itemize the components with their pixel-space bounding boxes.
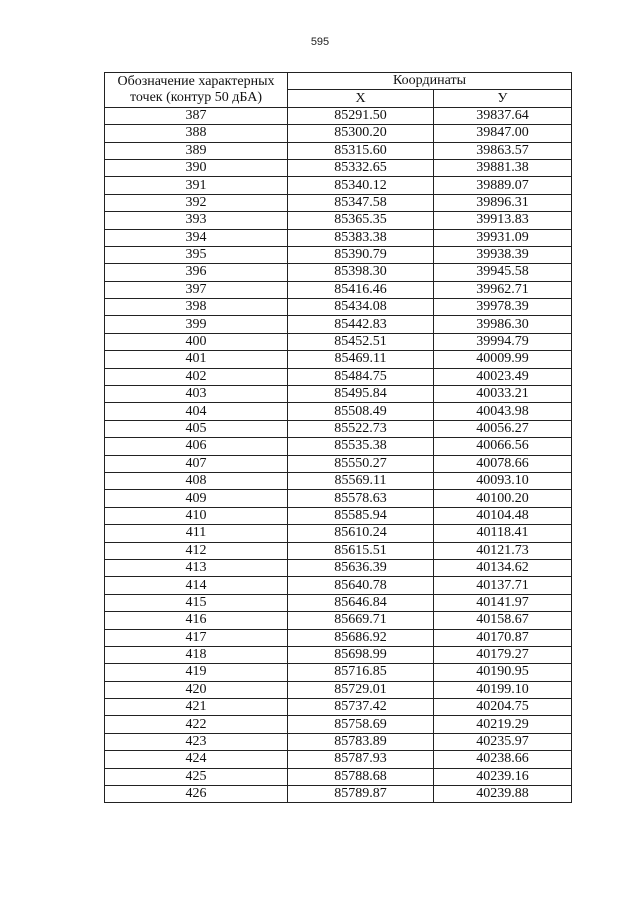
point-number-cell: 423 [105,733,288,750]
x-coordinate-cell: 85789.87 [288,786,434,803]
point-number-cell: 422 [105,716,288,733]
y-coordinate-cell: 40199.10 [434,681,572,698]
y-coordinate-cell: 40170.87 [434,629,572,646]
x-coordinate-cell: 85442.83 [288,316,434,333]
x-coordinate-cell: 85787.93 [288,751,434,768]
x-coordinate-cell: 85522.73 [288,420,434,437]
table-row [105,455,572,472]
point-number-cell: 400 [105,333,288,350]
x-coordinate-cell: 85737.42 [288,699,434,716]
page-number: 595 [310,36,330,48]
y-coordinate-cell: 40033.21 [434,386,572,403]
y-coordinate-cell: 39913.83 [434,212,572,229]
x-coordinate-cell: 85646.84 [288,594,434,611]
point-number-cell: 418 [105,646,288,663]
y-coordinate-cell: 40158.67 [434,612,572,629]
x-coordinate-cell: 85788.68 [288,768,434,785]
table-row [105,420,572,437]
x-coordinate-cell: 85495.84 [288,386,434,403]
y-coordinate-cell: 40204.75 [434,699,572,716]
point-number-cell: 403 [105,386,288,403]
x-coordinate-cell: 85550.27 [288,455,434,472]
y-coordinate-cell: 40078.66 [434,455,572,472]
y-coordinate-cell: 40056.27 [434,420,572,437]
y-coordinate-cell: 39881.38 [434,159,572,176]
y-coordinate-cell: 39847.00 [434,125,572,142]
y-coordinate-cell: 40104.48 [434,507,572,524]
point-number-cell: 387 [105,107,288,124]
x-coordinate-cell: 85484.75 [288,368,434,385]
table-row [105,438,572,455]
table-row [105,559,572,576]
x-coordinate-cell: 85347.58 [288,194,434,211]
y-coordinate-cell: 40023.49 [434,368,572,385]
y-coordinate-cell: 40190.95 [434,664,572,681]
point-number-cell: 415 [105,594,288,611]
x-coordinate-cell: 85686.92 [288,629,434,646]
table-row [105,525,572,542]
x-coordinate-cell: 85640.78 [288,577,434,594]
header-y: У [434,90,572,107]
table-row [105,177,572,194]
point-number-cell: 393 [105,212,288,229]
y-coordinate-cell: 40238.66 [434,751,572,768]
table-row [105,159,572,176]
table-row [105,316,572,333]
x-coordinate-cell: 85569.11 [288,472,434,489]
table-row [105,194,572,211]
table-row [105,733,572,750]
y-coordinate-cell: 40137.71 [434,577,572,594]
header-coordinates: Координаты [288,73,572,90]
y-coordinate-cell: 39896.31 [434,194,572,211]
x-coordinate-cell: 85390.79 [288,246,434,263]
point-number-cell: 390 [105,159,288,176]
x-coordinate-cell: 85398.30 [288,264,434,281]
y-coordinate-cell: 40009.99 [434,351,572,368]
point-number-cell: 408 [105,472,288,489]
table-row [105,212,572,229]
x-coordinate-cell: 85340.12 [288,177,434,194]
y-coordinate-cell: 40043.98 [434,403,572,420]
y-coordinate-cell: 40235.97 [434,733,572,750]
point-number-cell: 396 [105,264,288,281]
y-coordinate-cell: 40141.97 [434,594,572,611]
point-number-cell: 397 [105,281,288,298]
y-coordinate-cell: 39986.30 [434,316,572,333]
table-row [105,507,572,524]
header-x: Х [288,90,434,107]
point-number-cell: 409 [105,490,288,507]
x-coordinate-cell: 85416.46 [288,281,434,298]
x-coordinate-cell: 85758.69 [288,716,434,733]
table-row [105,142,572,159]
point-number-cell: 394 [105,229,288,246]
table-row [105,125,572,142]
x-coordinate-cell: 85434.08 [288,299,434,316]
x-coordinate-cell: 85698.99 [288,646,434,663]
point-number-cell: 416 [105,612,288,629]
table-row [105,333,572,350]
x-coordinate-cell: 85291.50 [288,107,434,124]
table-row [105,351,572,368]
table-row [105,646,572,663]
y-coordinate-cell: 39994.79 [434,333,572,350]
x-coordinate-cell: 85315.60 [288,142,434,159]
y-coordinate-cell: 39863.57 [434,142,572,159]
table-row [105,681,572,698]
table-body [105,107,572,803]
x-coordinate-cell: 85469.11 [288,351,434,368]
table-row [105,386,572,403]
point-number-cell: 424 [105,751,288,768]
table-row [105,612,572,629]
x-coordinate-cell: 85585.94 [288,507,434,524]
y-coordinate-cell: 40121.73 [434,542,572,559]
point-number-cell: 402 [105,368,288,385]
x-coordinate-cell: 85610.24 [288,525,434,542]
table-row [105,699,572,716]
y-coordinate-cell: 39938.39 [434,246,572,263]
point-number-cell: 412 [105,542,288,559]
y-coordinate-cell: 40093.10 [434,472,572,489]
x-coordinate-cell: 85636.39 [288,559,434,576]
y-coordinate-cell: 40134.62 [434,559,572,576]
point-number-cell: 421 [105,699,288,716]
y-coordinate-cell: 39945.58 [434,264,572,281]
table-row [105,768,572,785]
point-number-cell: 411 [105,525,288,542]
y-coordinate-cell: 40239.16 [434,768,572,785]
y-coordinate-cell: 40219.29 [434,716,572,733]
table-row [105,403,572,420]
point-number-cell: 399 [105,316,288,333]
point-number-cell: 398 [105,299,288,316]
y-coordinate-cell: 39978.39 [434,299,572,316]
y-coordinate-cell: 40066.56 [434,438,572,455]
x-coordinate-cell: 85508.49 [288,403,434,420]
x-coordinate-cell: 85716.85 [288,664,434,681]
x-coordinate-cell: 85452.51 [288,333,434,350]
point-number-cell: 389 [105,142,288,159]
y-coordinate-cell: 39889.07 [434,177,572,194]
table-row [105,542,572,559]
x-coordinate-cell: 85729.01 [288,681,434,698]
point-number-cell: 406 [105,438,288,455]
point-number-cell: 401 [105,351,288,368]
point-number-cell: 425 [105,768,288,785]
y-coordinate-cell: 39962.71 [434,281,572,298]
point-number-cell: 413 [105,559,288,576]
table-row [105,264,572,281]
table-row [105,472,572,489]
point-number-cell: 407 [105,455,288,472]
table-row [105,716,572,733]
point-number-cell: 420 [105,681,288,698]
table-row [105,246,572,263]
header-point-designation: Обозначение характерных точек (контур 50 дБА) [105,73,288,108]
point-number-cell: 426 [105,786,288,803]
y-coordinate-cell: 39837.64 [434,107,572,124]
table-row [105,751,572,768]
point-number-cell: 419 [105,664,288,681]
table-row [105,229,572,246]
table-row [105,664,572,681]
point-number-cell: 395 [105,246,288,263]
y-coordinate-cell: 39931.09 [434,229,572,246]
point-number-cell: 404 [105,403,288,420]
x-coordinate-cell: 85578.63 [288,490,434,507]
x-coordinate-cell: 85300.20 [288,125,434,142]
x-coordinate-cell: 85365.35 [288,212,434,229]
y-coordinate-cell: 40118.41 [434,525,572,542]
x-coordinate-cell: 85332.65 [288,159,434,176]
y-coordinate-cell: 40100.20 [434,490,572,507]
point-number-cell: 410 [105,507,288,524]
y-coordinate-cell: 40179.27 [434,646,572,663]
table-row [105,629,572,646]
point-number-cell: 417 [105,629,288,646]
table-row [105,368,572,385]
x-coordinate-cell: 85669.71 [288,612,434,629]
table-row [105,786,572,803]
point-number-cell: 405 [105,420,288,437]
table-row [105,490,572,507]
x-coordinate-cell: 85783.89 [288,733,434,750]
table-row [105,107,572,124]
x-coordinate-cell: 85535.38 [288,438,434,455]
coordinates-table [104,72,572,803]
point-number-cell: 414 [105,577,288,594]
point-number-cell: 392 [105,194,288,211]
point-number-cell: 388 [105,125,288,142]
x-coordinate-cell: 85615.51 [288,542,434,559]
table-row [105,577,572,594]
x-coordinate-cell: 85383.38 [288,229,434,246]
point-number-cell: 391 [105,177,288,194]
y-coordinate-cell: 40239.88 [434,786,572,803]
table-row [105,594,572,611]
table-row [105,299,572,316]
table-row [105,281,572,298]
